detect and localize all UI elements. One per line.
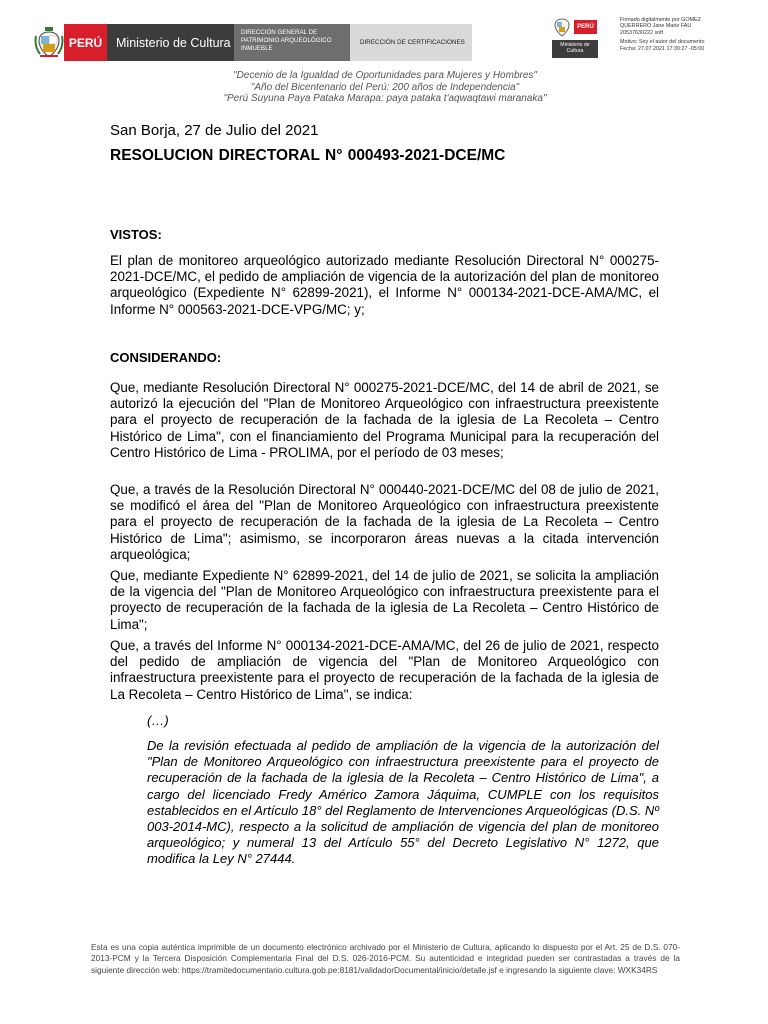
informe-quote — [147, 738, 659, 868]
header-banner — [64, 24, 472, 61]
vistos-text: El plan de monitoreo arqueológico autorizado mediante Resolución Directoral N° 000275-2021-DCE/MC, el pedido de ampliación de vigencia de la autorización del plan de monitoreo arqueológico (Expediente N° 62899-2021), el Informe N° 000134-2021-DCE-AMA/MC, el Informe N° 000563-2021-DCE-VPG/MC; y; — [110, 253, 659, 317]
paragraph-text: Que, a través del Informe N° 000134-2021-DCE-AMA/MC, del 26 de julio de 2021, respecto del pedido de ampliación de vigencia del "Plan de Monitoreo Arqueológico con infraestructura preexistente para el proyecto de recuperación de la fachada de la iglesia de La Recoleta – Centro Histórico de Lima", se indica: — [110, 638, 659, 702]
vistos-paragraph — [110, 253, 659, 318]
paragraph-text: Que, mediante Expediente N° 62899-2021, del 14 de julio de 2021, se solicita la ampliación de la vigencia del "Plan de Monitoreo Arqueológico con infraestructura preexistente para el proyecto de recuperación de la fachada de la iglesia de La Recoleta – Centro Histórico de Lima"; — [110, 568, 659, 632]
digital-signature-text — [620, 17, 760, 52]
considerando-heading: CONSIDERANDO: — [110, 350, 222, 365]
signature-coat-of-arms-icon — [552, 16, 572, 38]
peru-coat-of-arms-icon — [34, 26, 64, 60]
paragraph-text: Que, a través de la Resolución Directoral N° 000440-2021-DCE/MC del 08 de julio de 2021, se modificó el área del "Plan de Monitoreo Arqueológico con infraestructura preexistente para el proyecto de recuperación de la fachada de la iglesia de La Recoleta – Centro Histórico de Lima"; asimismo, se incorporaron áreas nuevas a la citada intervención arqueológica; — [110, 482, 659, 562]
signature-line: 20537630222 soft — [620, 29, 664, 36]
motto-line: "Año del Bicentenario del Perú: 200 años de Independencia" — [250, 81, 520, 93]
header-ministerio-label: Ministerio de Cultura — [107, 24, 234, 61]
paragraph-text: Que, mediante Resolución Directoral N° 000275-2021-DCE/MC, del 14 de abril de 2021, se autorizó la ejecución del "Plan de Monitoreo Arqueológico con infraestructura preexistente para el proyecto de recuperación de la fachada de la iglesia de La Recoleta – Centro Histórico de Lima", con el financiamiento del Programa Municipal para la recuperación del Centro Histórico de Lima - PROLIMA, por el período de 03 meses; — [110, 380, 659, 460]
document-date: San Borja, 27 de Julio del 2021 — [110, 122, 319, 139]
decenio-mottos — [150, 70, 620, 105]
considerando-paragraph-2 — [110, 482, 659, 563]
quote-text: De la revisión efectuada al pedido de ampliación de la vigencia de la autorización del "Plan de Monitoreo Arqueológico con infraestructura preexistente para el proyecto de recuperación de la fachada de la iglesia de la Recoleta – Centro Histórico de Lima", a cargo del licenciado Fredy Américo Zamora Jáquima, CUMPLE con los requisitos establecidos en el Artículo 18° del Reglamento de Intervenciones Arqueológicas (D.S. Nº 003-2014-MC), respecto a la solicitud de ampliación de vigencia del plan de monitoreo arqueológico; y numeral 13 del Artículo 55° del Decreto Legislativo N° 1272, que modifica la Ley N° 27444. — [147, 738, 659, 867]
considerando-paragraph-1 — [110, 380, 659, 461]
signature-ministerio-label: Ministerio de Cultura — [552, 40, 598, 58]
motto-line: "Perú Suyuna Paya Pataka Marapa: paya pataka t'aqwaqtawi maranaka" — [223, 93, 547, 104]
considerando-paragraph-3 — [110, 568, 659, 633]
signature-line: Motivo: Soy el autor del documento — [620, 39, 705, 46]
signature-peru-label: PERÚ — [574, 20, 597, 34]
vistos-heading: VISTOS: — [110, 227, 162, 242]
header-peru-label: PERÚ — [64, 24, 107, 61]
signature-line: QUERRERO Jane Marie FAU — [620, 23, 692, 30]
authenticity-footer: Esta es una copia auténtica imprimible de un documento electrónico archivado por el Ministerio de Cultura, aplicando lo dispuesto por el Art. 25 de D.S. 070-2013-PCM y la Tercera Disposición Complementaria Final del D.S. 026-2016-PCM. Su autenticidad e integridad pueden ser contrastadas a través de la siguiente dirección web: https://tramitedocumentario.cultura.gob.pe:8181/validadorDocumental/inicio/detalle.jsf e ingresando la siguiente clave: WXK34RS — [91, 942, 680, 975]
signature-line: Firmado digitalmente por GOMEZ — [620, 17, 701, 23]
signature-line: Fecha: 27.07.2021 17:30:27 -05:00 — [620, 45, 705, 52]
motto-line: "Decenio de la Igualdad de Oportunidades para Mujeres y Hombres" — [233, 70, 537, 81]
considerando-paragraph-4 — [110, 638, 659, 703]
quote-ellipsis: (…) — [147, 713, 169, 728]
resolution-title: RESOLUCION DIRECTORAL N° 000493-2021-DCE/MC — [110, 147, 506, 164]
header-direccion-label: DIRECCIÓN DE CERTIFICACIONES — [350, 24, 472, 61]
header-direccion-general-label: DIRECCIÓN GENERAL DE PATRIMONIO ARQUEOLÓGICO INMUEBLE — [234, 24, 350, 61]
